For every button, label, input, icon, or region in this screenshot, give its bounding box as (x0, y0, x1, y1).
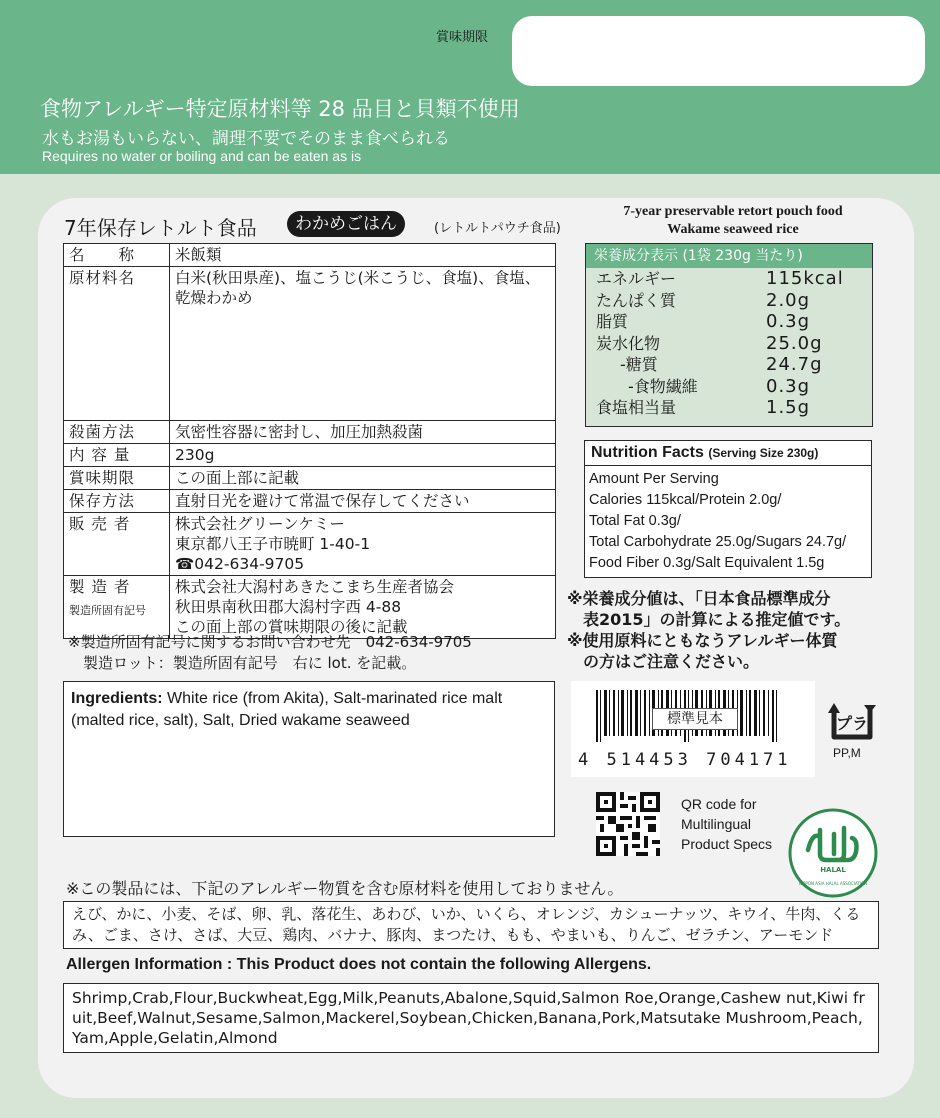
table-row (64, 244, 556, 267)
label-value (170, 576, 556, 639)
label-value (170, 513, 556, 576)
nutrition-facts-en (584, 440, 872, 578)
label-key: 内 容 量 (64, 444, 170, 467)
table-row (64, 467, 556, 490)
halal-association: NIPPON ASIA HALAL ASSOCIATION (798, 881, 868, 886)
table-row (64, 513, 556, 576)
note-line: の方はご注意ください。 (567, 652, 760, 671)
nutrition-row (586, 268, 872, 290)
seller-address: 東京都八王子市暁町 1-40-1 (175, 535, 371, 553)
nutrient-value: 115kcal (766, 268, 844, 289)
nutrient-name: 脂質 (596, 312, 629, 331)
nutrient-name: -糖質 (620, 355, 658, 374)
label-key (64, 576, 170, 639)
seller-phone: ☎042-634-9705 (175, 555, 305, 573)
qr-caption-line: QR code for (681, 796, 757, 812)
seller-name: 株式会社グリーンケミー (175, 515, 345, 533)
nutrient-name: -食物繊維 (628, 376, 698, 396)
label-key: 原材料名 (64, 267, 170, 421)
recycle-material-label: PP,M (833, 746, 861, 760)
product-title: 7年保存レトルト食品 (64, 216, 257, 240)
nutrient-name: エネルギー (596, 269, 677, 288)
barcode-number: 4 514453 704171 (578, 750, 792, 770)
product-name-badge: わかめごはん (287, 211, 405, 237)
factory-code-notes (68, 632, 472, 674)
label-value: 米飯類 (170, 244, 556, 267)
label-value: 直射日光を避けて常温で保存してください (170, 490, 556, 513)
allergen-title-en: Allergen Information : This Product does not contain the following Allergens. (66, 956, 652, 973)
nutrient-value: 25.0g (766, 332, 823, 354)
facts-line: Amount Per Serving (589, 471, 719, 487)
nutrition-row (586, 354, 872, 376)
nutrient-name: たんぱく質 (596, 290, 677, 310)
svg-text:プラ: プラ (835, 714, 869, 733)
ingredients-en-box (63, 681, 555, 837)
table-row (64, 267, 556, 421)
label-key: 販 売 者 (64, 513, 170, 576)
inquiry-note: ※製造所固有記号に関するお問い合わせ先 042-634-9705 (68, 633, 472, 651)
qr-code-icon (596, 792, 660, 856)
halal-text: HALAL (820, 866, 846, 874)
allergen-list-jp: えび、かに、小麦、そば、卵、乳、落花生、あわび、いか、いくら、オレンジ、カシューナッツ、キウイ、牛肉、くるみ、ごま、さけ、さば、大豆、鶏肉、バナナ、豚肉、まつたけ、もも、やまいも、りんご、ゼラチン、アーモンド (63, 901, 879, 949)
nutrition-facts-title: Nutrition Facts (591, 444, 704, 461)
plastic-recycle-icon (826, 695, 878, 745)
table-row (64, 444, 556, 467)
ingredients-text: White rice (from Akita), Salt-marinated rice malt (malted rice, salt), Salt, Dried wakame seaweed (71, 690, 503, 729)
nutrition-row (586, 290, 872, 312)
nutrition-row (586, 311, 872, 333)
nutrition-header-jp: 栄養成分表示 (1袋 230g 当たり) (586, 244, 872, 268)
nutrient-value: 1.5g (766, 397, 811, 418)
qr-caption-line: Product Specs (681, 836, 773, 852)
nutrition-row (586, 376, 872, 398)
nutrient-value: 0.3g (766, 375, 811, 397)
label-table (63, 243, 556, 639)
expiry-date-box (512, 16, 925, 86)
nutrient-name: 食塩相当量 (596, 398, 677, 417)
label-value: この面上部に記載 (170, 467, 556, 490)
manufacturer-key: 製 造 者 (69, 578, 131, 596)
note-line: 表2015」の計算による推定値です。 (567, 610, 851, 629)
nutrition-facts-header (585, 441, 871, 466)
label-value: 230g (170, 444, 556, 467)
note-line: ※使用原料にともなうアレルギー体質 (567, 631, 838, 650)
nutrition-table-jp (585, 243, 873, 427)
facts-line: Calories 115kcal/Protein 2.0g/ (589, 492, 782, 508)
expiry-label: 賞味期限 (436, 30, 489, 45)
label-key: 名 称 (64, 244, 170, 267)
label-value: 気密性容器に密封し、加圧加熱殺菌 (170, 421, 556, 444)
label-key: 殺菌方法 (64, 421, 170, 444)
qr-caption (681, 794, 772, 854)
barcode-sample-label: 標準見本 (652, 708, 738, 730)
allergen-free-title: 食物アレルギー特定原材料等 28 品目と貝類不使用 (40, 97, 520, 121)
nutrition-row (586, 397, 872, 419)
note-line: ※栄養成分値は、「日本食品標準成分 (567, 589, 831, 608)
nutrition-row (586, 333, 872, 355)
no-water-text-en: Requires no water or boiling and can be eaten as is (42, 148, 362, 164)
lot-note: 製造ロット：製造所固有記号 右に lot. を記載。 (68, 654, 417, 672)
nutrition-facts-serving: (Serving Size 230g) (708, 446, 819, 460)
facts-line: Total Carbohydrate 25.0g/Sugars 24.7g/ (589, 534, 847, 550)
label-key: 賞味期限 (64, 467, 170, 490)
manufacturer-name: 株式会社大潟村あきたこまち生産者協会 (175, 578, 455, 596)
table-row (64, 576, 556, 639)
ingredients-label: Ingredients: (71, 690, 163, 707)
factory-code-key: 製造所固有記号 (69, 604, 146, 617)
nutrient-value: 0.3g (766, 311, 811, 332)
allergen-list-en: Shrimp,Crab,Flour,Buckwheat,Egg,Milk,Peanuts,Abalone,Squid,Salmon Roe,Orange,Cashew nut,Kiwi fruit,Beef,Walnut,Sesame,Salmon,Mackerel,Soybean,Chicken,Banana,Pork,Matsutake Mushroom,Peach,Yam,Apple,Gelatin,Almond (63, 983, 879, 1053)
halal-logo (786, 808, 880, 898)
nutrient-name: 炭水化物 (596, 333, 661, 353)
table-row (64, 490, 556, 513)
nutrition-notes (567, 588, 850, 672)
nutrient-value: 2.0g (766, 289, 811, 311)
label-value: 白米(秋田県産)、塩こうじ(米こうじ、食塩)、食塩、乾燥わかめ (170, 267, 556, 421)
product-title-en-line2: Wakame seaweed rice (667, 222, 799, 237)
product-title-en (586, 203, 880, 239)
table-row (64, 421, 556, 444)
product-subtitle: (レトルトパウチ食品) (434, 221, 561, 236)
facts-line: Total Fat 0.3g/ (589, 513, 681, 529)
qr-caption-line: Multilingual (681, 816, 752, 832)
no-water-text-jp: 水もお湯もいらない、調理不要でそのまま食べられる (42, 129, 450, 149)
product-title-en-line1: 7-year preservable retort pouch food (623, 204, 843, 219)
nutrition-facts-body (585, 466, 871, 577)
label-key: 保存方法 (64, 490, 170, 513)
facts-line: Food Fiber 0.3g/Salt Equivalent 1.5g (589, 555, 825, 571)
manufacturer-address: 秋田県南秋田郡大潟村字西 4-88 (175, 598, 402, 616)
nutrient-value: 24.7g (766, 354, 823, 375)
allergy-note-jp: ※この製品には、下記のアレルギー物質を含む原材料を使用しておりません。 (66, 879, 624, 898)
factory-code-value: この面上部の賞味期限の後に記載 (175, 618, 408, 636)
